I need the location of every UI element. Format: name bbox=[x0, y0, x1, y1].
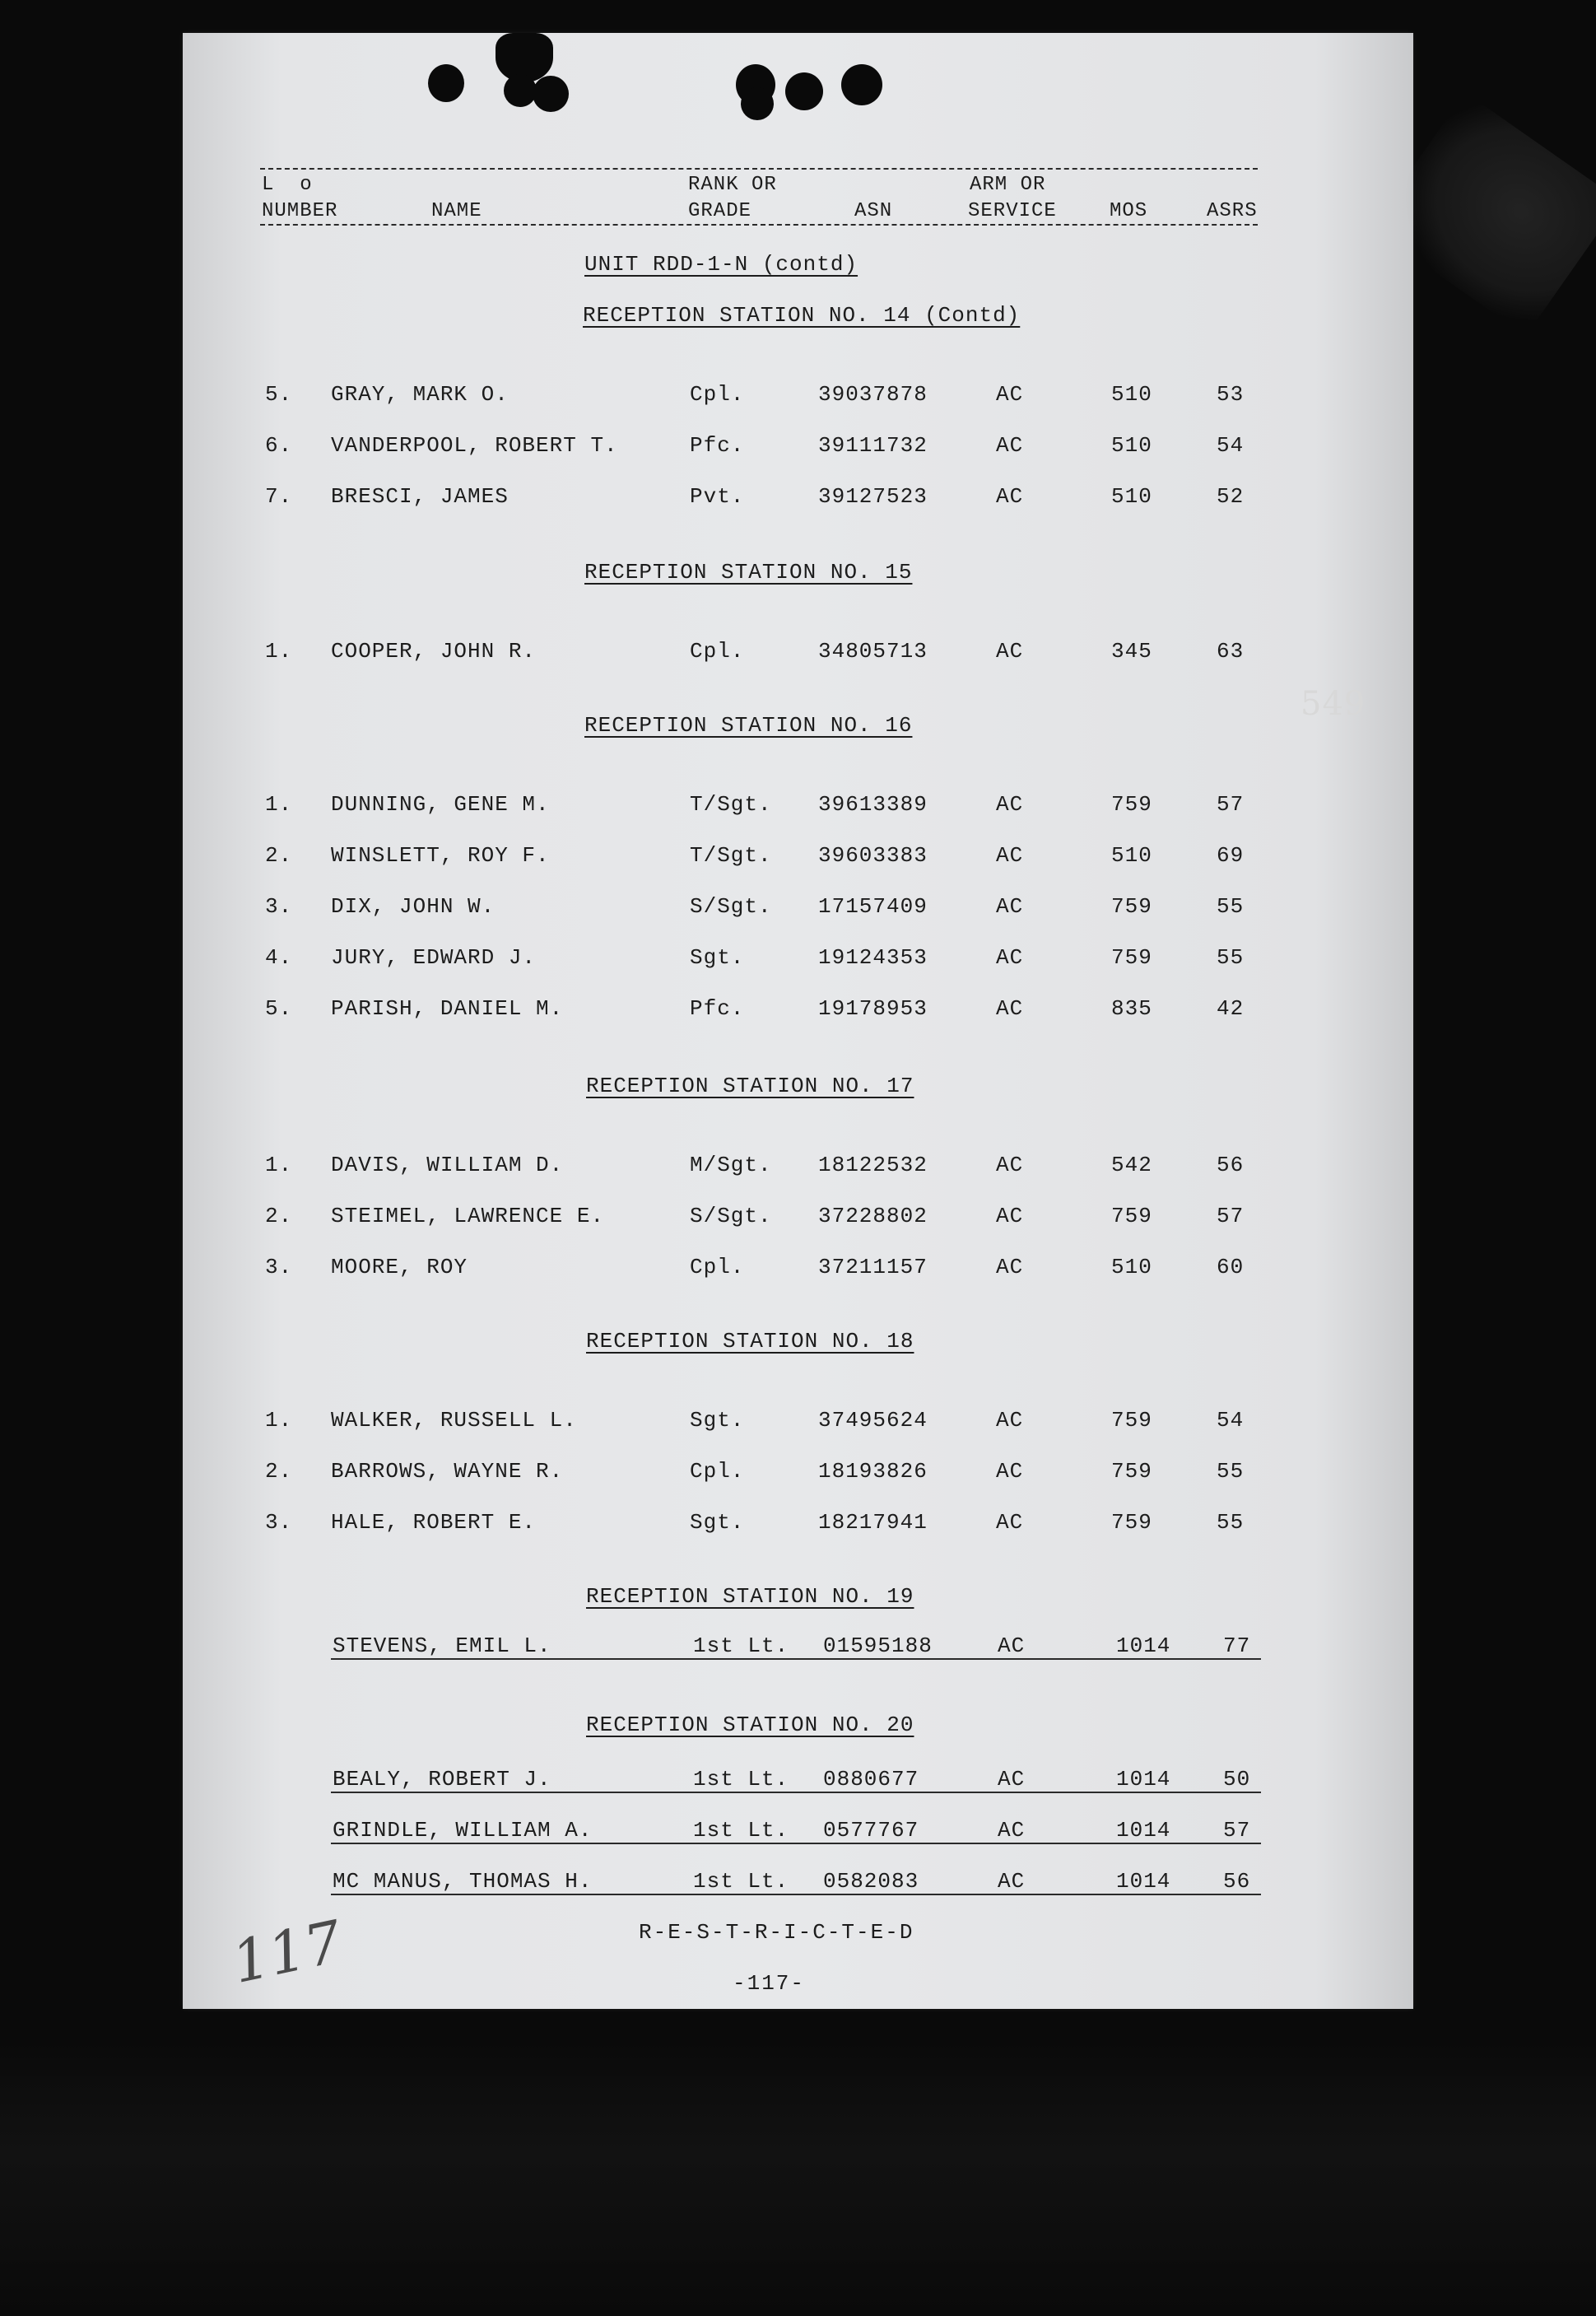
cell-mos: 759 bbox=[1111, 1408, 1152, 1433]
cell-grade: Cpl. bbox=[690, 1255, 745, 1279]
cell-asrs: 77 bbox=[1223, 1633, 1251, 1658]
cell-num: 5. bbox=[265, 996, 293, 1021]
cell-arm: AC bbox=[996, 1459, 1024, 1484]
cell-asn: 17157409 bbox=[818, 894, 928, 919]
cell-name: DIX, JOHN W. bbox=[331, 894, 496, 919]
cell-arm: AC bbox=[996, 1153, 1024, 1177]
cell-arm: AC bbox=[996, 639, 1024, 664]
cell-asrs: 42 bbox=[1217, 996, 1245, 1021]
cell-grade: Pfc. bbox=[690, 996, 745, 1021]
cell-name: BEALY, ROBERT J. bbox=[333, 1767, 551, 1792]
cell-asrs: 69 bbox=[1217, 843, 1245, 868]
cell-asn: 01595188 bbox=[823, 1633, 933, 1658]
cell-asn: 0582083 bbox=[823, 1869, 919, 1894]
handwritten-page-number: 117 bbox=[226, 1908, 348, 1997]
cell-asrs: 57 bbox=[1217, 792, 1245, 817]
cell-grade: 1st Lt. bbox=[693, 1869, 789, 1894]
cell-num: 1. bbox=[265, 1408, 293, 1433]
cell-name: WALKER, RUSSELL L. bbox=[331, 1408, 577, 1433]
header-number-top: L o bbox=[262, 174, 313, 196]
cell-name: BARROWS, WAYNE R. bbox=[331, 1459, 564, 1484]
header-name: NAME bbox=[431, 200, 482, 222]
cell-name: JURY, EDWARD J. bbox=[331, 945, 537, 970]
cell-arm: AC bbox=[996, 433, 1024, 458]
cell-arm: AC bbox=[996, 843, 1024, 868]
cell-asrs: 57 bbox=[1217, 1204, 1245, 1228]
cell-asrs: 55 bbox=[1217, 945, 1245, 970]
page-number: -117- bbox=[733, 1971, 806, 1996]
cell-asn: 19178953 bbox=[818, 996, 928, 1021]
cell-name: PARISH, DANIEL M. bbox=[331, 996, 564, 1021]
cell-asn: 39037878 bbox=[818, 382, 928, 407]
cell-arm: AC bbox=[996, 1204, 1024, 1228]
cell-name: VANDERPOOL, ROBERT T. bbox=[331, 433, 618, 458]
cell-mos: 1014 bbox=[1116, 1818, 1171, 1843]
section-title: RECEPTION STATION NO. 19 bbox=[586, 1584, 914, 1609]
officer-row-underline bbox=[331, 1658, 1261, 1660]
cell-arm: AC bbox=[996, 792, 1024, 817]
cell-name: MC MANUS, THOMAS H. bbox=[333, 1869, 593, 1894]
cell-mos: 759 bbox=[1111, 945, 1152, 970]
cell-asrs: 56 bbox=[1217, 1153, 1245, 1177]
cell-mos: 345 bbox=[1111, 639, 1152, 664]
section-title: RECEPTION STATION NO. 20 bbox=[586, 1713, 914, 1737]
cell-grade: Sgt. bbox=[690, 1510, 745, 1535]
cell-asn: 0577767 bbox=[823, 1818, 919, 1843]
cell-grade: T/Sgt. bbox=[690, 843, 772, 868]
cell-num: 3. bbox=[265, 894, 293, 919]
cell-asn: 39127523 bbox=[818, 484, 928, 509]
cell-grade: S/Sgt. bbox=[690, 894, 772, 919]
cell-grade: Sgt. bbox=[690, 945, 745, 970]
cell-asn: 18122532 bbox=[818, 1153, 928, 1177]
header-mos: MOS bbox=[1110, 200, 1148, 222]
section-title: RECEPTION STATION NO. 18 bbox=[586, 1329, 914, 1354]
cell-name: HALE, ROBERT E. bbox=[331, 1510, 537, 1535]
unit-title: UNIT RDD-1-N (contd) bbox=[584, 252, 858, 277]
cell-asn: 18193826 bbox=[818, 1459, 928, 1484]
cell-grade: S/Sgt. bbox=[690, 1204, 772, 1228]
header-grade: GRADE bbox=[688, 200, 752, 222]
cell-num: 3. bbox=[265, 1510, 293, 1535]
cell-asrs: 63 bbox=[1217, 639, 1245, 664]
cell-mos: 1014 bbox=[1116, 1767, 1171, 1792]
punch-hole bbox=[533, 76, 569, 112]
cell-num: 1. bbox=[265, 639, 293, 664]
punch-hole bbox=[841, 64, 882, 105]
cell-grade: Sgt. bbox=[690, 1408, 745, 1433]
cell-arm: AC bbox=[998, 1818, 1026, 1843]
cell-asrs: 53 bbox=[1217, 382, 1245, 407]
cell-num: 5. bbox=[265, 382, 293, 407]
cell-asrs: 55 bbox=[1217, 1459, 1245, 1484]
cell-mos: 510 bbox=[1111, 1255, 1152, 1279]
cell-asrs: 56 bbox=[1223, 1869, 1251, 1894]
cell-grade: Cpl. bbox=[690, 1459, 745, 1484]
cell-name: BRESCI, JAMES bbox=[331, 484, 509, 509]
cell-arm: AC bbox=[996, 382, 1024, 407]
cell-asn: 37495624 bbox=[818, 1408, 928, 1433]
cell-asrs: 57 bbox=[1223, 1818, 1251, 1843]
cell-num: 1. bbox=[265, 1153, 293, 1177]
cell-name: WINSLETT, ROY F. bbox=[331, 843, 550, 868]
cell-num: 7. bbox=[265, 484, 293, 509]
cell-grade: Cpl. bbox=[690, 382, 745, 407]
cell-num: 3. bbox=[265, 1255, 293, 1279]
cell-arm: AC bbox=[998, 1633, 1026, 1658]
cell-grade: Cpl. bbox=[690, 639, 745, 664]
cell-name: MOORE, ROY bbox=[331, 1255, 468, 1279]
section-title: RECEPTION STATION NO. 17 bbox=[586, 1074, 914, 1098]
cell-name: DAVIS, WILLIAM D. bbox=[331, 1153, 564, 1177]
cell-num: 2. bbox=[265, 1459, 293, 1484]
punch-hole bbox=[428, 64, 464, 102]
margin-stamp: 549 bbox=[1301, 685, 1366, 723]
cell-arm: AC bbox=[996, 945, 1024, 970]
cell-mos: 1014 bbox=[1116, 1869, 1171, 1894]
cell-asrs: 55 bbox=[1217, 1510, 1245, 1535]
header-number: NUMBER bbox=[262, 200, 338, 222]
cell-name: COOPER, JOHN R. bbox=[331, 639, 537, 664]
cell-mos: 759 bbox=[1111, 1204, 1152, 1228]
officer-row-underline bbox=[331, 1792, 1261, 1793]
cell-asrs: 50 bbox=[1223, 1767, 1251, 1792]
cell-name: GRINDLE, WILLIAM A. bbox=[333, 1818, 593, 1843]
cell-mos: 759 bbox=[1111, 894, 1152, 919]
header-asrs: ASRS bbox=[1207, 200, 1258, 222]
cell-mos: 510 bbox=[1111, 843, 1152, 868]
cell-mos: 759 bbox=[1111, 792, 1152, 817]
cell-num: 1. bbox=[265, 792, 293, 817]
cell-mos: 759 bbox=[1111, 1459, 1152, 1484]
header-top-rule bbox=[260, 168, 1258, 170]
header-rank-top: RANK OR bbox=[688, 174, 777, 196]
cell-grade: M/Sgt. bbox=[690, 1153, 772, 1177]
cell-name: GRAY, MARK O. bbox=[331, 382, 509, 407]
cell-asrs: 54 bbox=[1217, 433, 1245, 458]
header-arm-top: ARM OR bbox=[970, 174, 1046, 196]
cell-arm: AC bbox=[996, 1255, 1024, 1279]
cell-grade: Pvt. bbox=[690, 484, 745, 509]
header-bottom-rule bbox=[260, 224, 1258, 226]
cell-name: STEIMEL, LAWRENCE E. bbox=[331, 1204, 605, 1228]
cell-arm: AC bbox=[996, 894, 1024, 919]
cell-mos: 835 bbox=[1111, 996, 1152, 1021]
cell-mos: 1014 bbox=[1116, 1633, 1171, 1658]
section-title: RECEPTION STATION NO. 14 (Contd) bbox=[583, 303, 1021, 328]
cell-num: 4. bbox=[265, 945, 293, 970]
header-service: SERVICE bbox=[968, 200, 1057, 222]
cell-grade: 1st Lt. bbox=[693, 1818, 789, 1843]
cell-arm: AC bbox=[998, 1767, 1026, 1792]
cell-num: 2. bbox=[265, 843, 293, 868]
officer-row-underline bbox=[331, 1843, 1261, 1844]
cell-arm: AC bbox=[996, 484, 1024, 509]
cell-grade: T/Sgt. bbox=[690, 792, 772, 817]
cell-asn: 19124353 bbox=[818, 945, 928, 970]
cell-grade: 1st Lt. bbox=[693, 1633, 789, 1658]
cell-name: STEVENS, EMIL L. bbox=[333, 1633, 551, 1658]
cell-num: 6. bbox=[265, 433, 293, 458]
cell-arm: AC bbox=[996, 996, 1024, 1021]
officer-row-underline bbox=[331, 1894, 1261, 1895]
section-title: RECEPTION STATION NO. 16 bbox=[584, 713, 913, 738]
punch-hole bbox=[504, 74, 537, 107]
cell-name: DUNNING, GENE M. bbox=[331, 792, 550, 817]
cell-asn: 34805713 bbox=[818, 639, 928, 664]
cell-mos: 510 bbox=[1111, 484, 1152, 509]
cell-asrs: 60 bbox=[1217, 1255, 1245, 1279]
cell-asrs: 54 bbox=[1217, 1408, 1245, 1433]
cell-asn: 39603383 bbox=[818, 843, 928, 868]
cell-mos: 542 bbox=[1111, 1153, 1152, 1177]
header-asn: ASN bbox=[854, 200, 893, 222]
cell-asrs: 55 bbox=[1217, 894, 1245, 919]
cell-mos: 759 bbox=[1111, 1510, 1152, 1535]
cell-num: 2. bbox=[265, 1204, 293, 1228]
cell-grade: Pfc. bbox=[690, 433, 745, 458]
cell-asn: 18217941 bbox=[818, 1510, 928, 1535]
punch-hole bbox=[741, 87, 774, 120]
cell-grade: 1st Lt. bbox=[693, 1767, 789, 1792]
cell-asn: 37228802 bbox=[818, 1204, 928, 1228]
cell-arm: AC bbox=[996, 1510, 1024, 1535]
cell-mos: 510 bbox=[1111, 382, 1152, 407]
cell-mos: 510 bbox=[1111, 433, 1152, 458]
cell-asn: 0880677 bbox=[823, 1767, 919, 1792]
section-title: RECEPTION STATION NO. 15 bbox=[584, 560, 913, 585]
cell-asrs: 52 bbox=[1217, 484, 1245, 509]
classification-marking: R-E-S-T-R-I-C-T-E-D bbox=[639, 1920, 914, 1945]
cell-arm: AC bbox=[996, 1408, 1024, 1433]
punch-hole bbox=[785, 72, 823, 110]
cell-asn: 39613389 bbox=[818, 792, 928, 817]
cell-asn: 37211157 bbox=[818, 1255, 928, 1279]
cell-asn: 39111732 bbox=[818, 433, 928, 458]
cell-arm: AC bbox=[998, 1869, 1026, 1894]
